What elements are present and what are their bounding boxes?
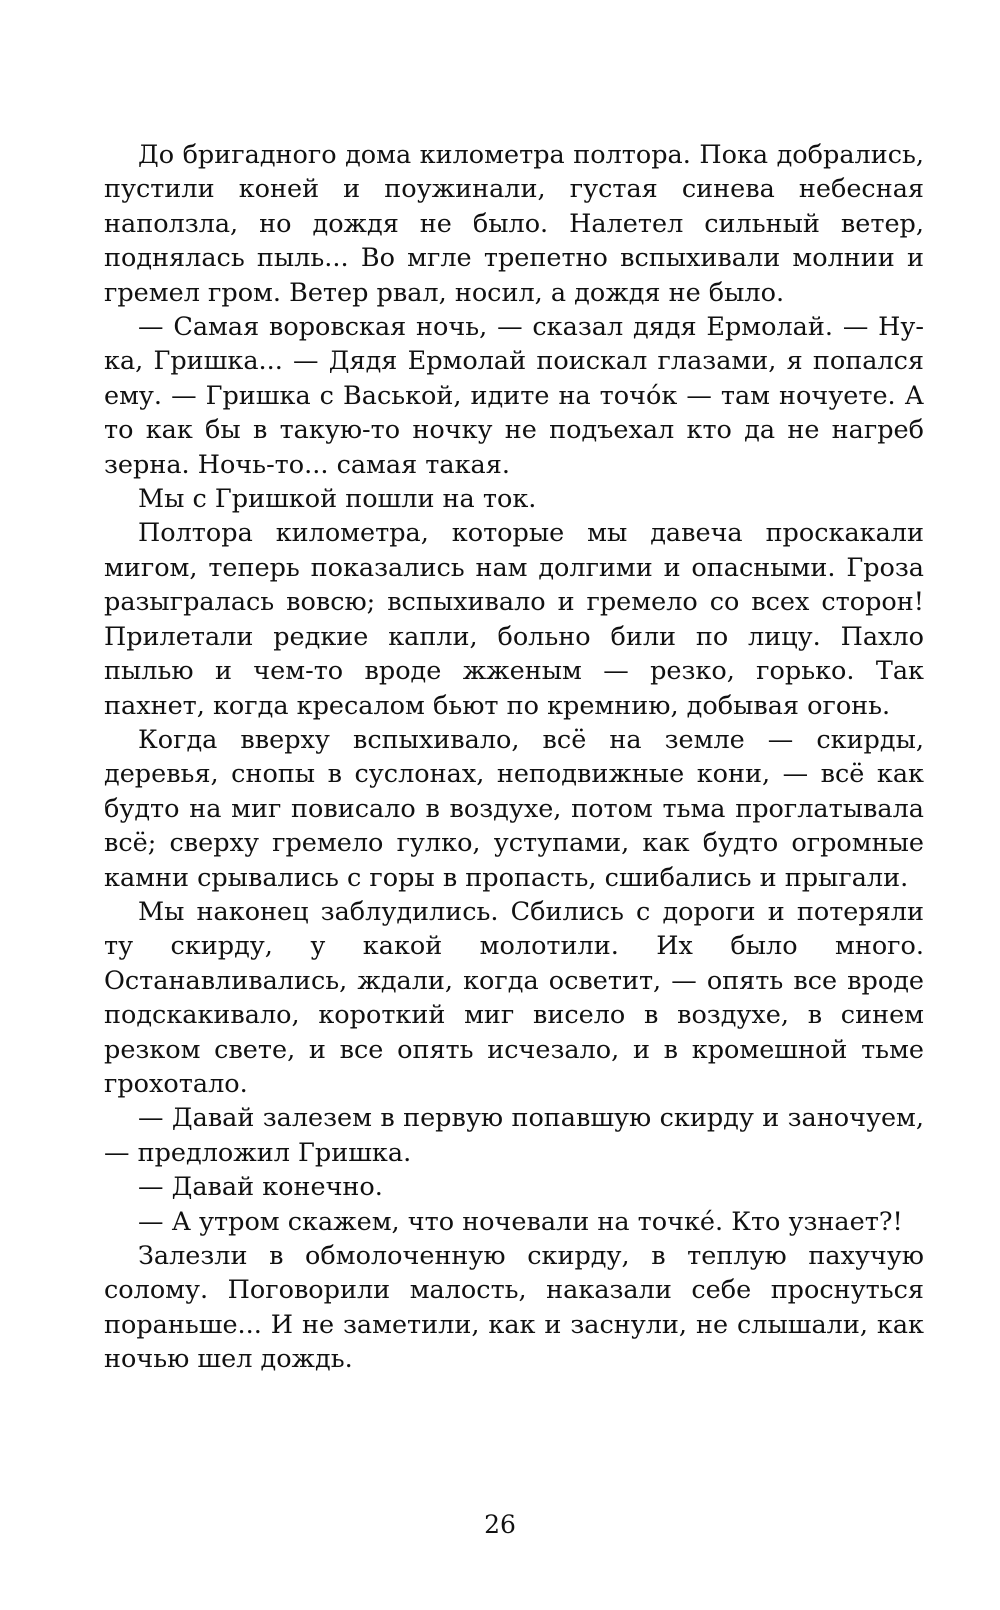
paragraph-7: — Давай залезем в первую попавшую скирду и заночуем, — предложил Гришка. [104,1103,924,1168]
page-text [104,138,924,1377]
paragraph-4: Полтора километра, которые мы давеча проскакали мигом, теперь показались нам долгими и опасными. Гроза разыгралась вовсю; вспыхивало и гремело со всех сторон! Прилетали редкие капли, больно били по лицу. Пахло пылью и чем-то вроде жженым — резко, горько. Так пахнет, когда кресалом бьют по кремнию, добывая огонь. [104,518,924,721]
paragraph-8: — Давай конечно. [138,1172,383,1203]
paragraph-2: — Самая воровская ночь, — сказал дядя Ермолай. — Ну-ка, Гришка... — Дядя Ермолай поискал глазами, я попался ему. — Гришка с Васькой, идите на точо́к — там ночуете. А то как бы в такую-то ночку не подъехал кто да не нагреб зерна. Ночь-то... самая такая. [104,312,924,480]
paragraph-9: — А утром скажем, что ночевали на точке́. Кто узнает?! [138,1206,903,1237]
paragraph-6: Мы наконец заблудились. Сбились с дороги и потеряли ту скирду, у какой молотили. Их было много. Останавливались, ждали, когда осветит, — опять все вроде подскакивало, короткий миг висело в воздухе, в синем резком свете, и все опять исчезало, и в кромешной тьме грохотало. [104,896,924,1099]
paragraph-3: Мы с Гришкой пошли на ток. [138,484,537,515]
paragraph-10: Залезли в обмолоченную скирду, в теплую пахучую солому. Поговорили малость, наказали себе проснуться пораньше... И не заметили, как и заснули, не слышали, как ночью шел дождь. [104,1241,924,1375]
page-number: 26 [484,1510,516,1539]
paragraph-1: До бригадного дома километра полтора. Пока добрались, пустили коней и поужинали, густая синева небесная наползла, но дождя не было. Налетел сильный ветер, поднялась пыль... Во мгле трепетно вспыхивали молнии и гремел гром. Ветер рвал, носил, а дождя не было. [104,140,924,308]
paragraph-5: Когда вверху вспыхивало, всё на земле — скирды, деревья, снопы в суслонах, неподвижные кони, — всё как будто на миг повисало в воздухе, потом тьма проглатывала всё; сверху гремело гулко, уступами, как будто огромные камни срывались с горы в пропасть, сшибались и прыгали. [104,724,924,893]
